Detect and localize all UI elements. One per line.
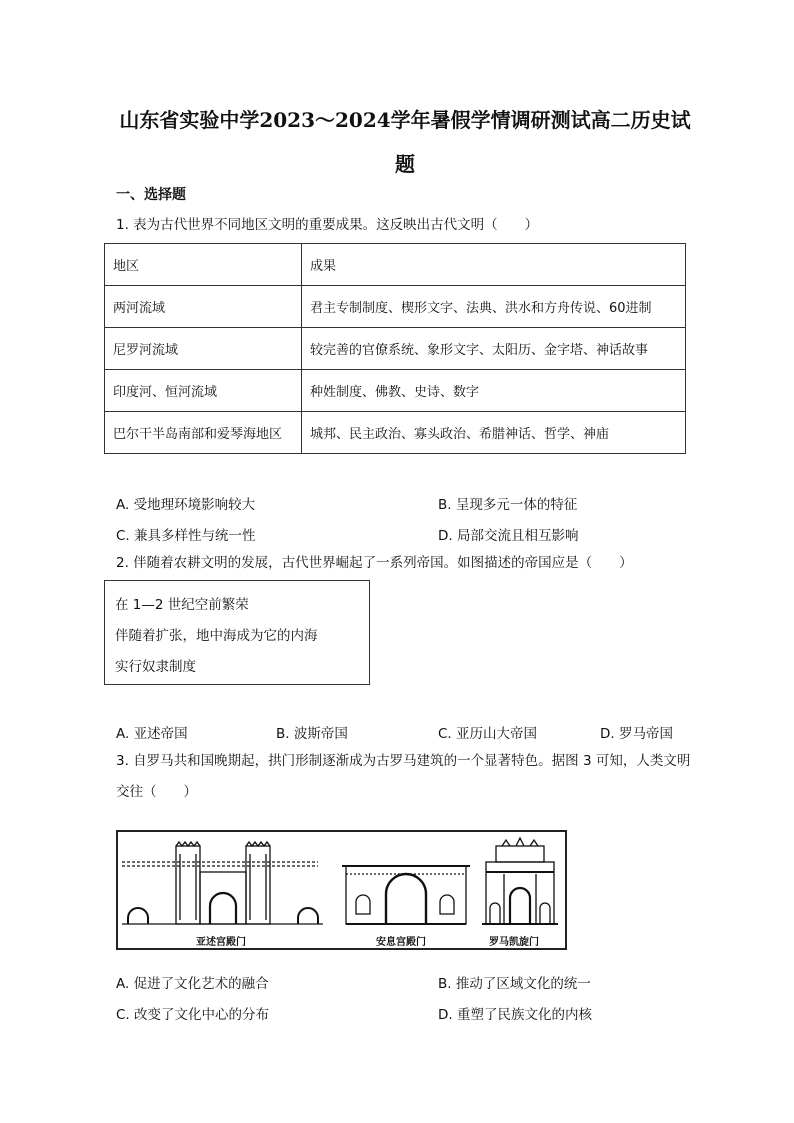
table-row	[105, 328, 686, 370]
q2-box-line: 实行奴隶制度	[115, 659, 196, 675]
table-cell: 巴尔干半岛南部和爱琴海地区	[105, 412, 302, 454]
table-cell: 印度河、恒河流域	[105, 370, 302, 412]
q2-description-box	[104, 580, 370, 685]
q2-box-line: 在 1—2 世纪空前繁荣	[115, 597, 249, 613]
table-cell: 种姓制度、佛教、史诗、数字	[302, 370, 686, 412]
q3-option-b[interactable]: B. 推动了区域文化的统一	[438, 976, 591, 992]
roman-arch-drawing	[482, 838, 558, 924]
q2-option-b[interactable]: B. 波斯帝国	[276, 726, 348, 742]
table-row	[105, 370, 686, 412]
q2-box-line: 伴随着扩张，地中海成为它的内海	[115, 628, 318, 644]
figure-caption: 罗马凯旋门	[489, 937, 539, 948]
figure-caption: 亚述宫殿门	[196, 937, 246, 948]
table-cell: 尼罗河流域	[105, 328, 302, 370]
figure-caption: 安息宫殿门	[376, 937, 426, 948]
table-cell: 两河流域	[105, 286, 302, 328]
table-cell: 较完善的官僚系统、象形文字、太阳历、金字塔、神话故事	[302, 328, 686, 370]
q1-option-d[interactable]: D. 局部交流且相互影响	[438, 528, 579, 544]
assyrian-gate-drawing	[122, 842, 323, 924]
section-heading: 一、选择题	[116, 187, 186, 203]
q1-stem: 1. 表为古代世界不同地区文明的重要成果。这反映出古代文明（ ）	[116, 217, 539, 233]
q1-results-table	[104, 243, 686, 454]
page-title-line2: 题	[395, 152, 415, 176]
table-cell: 君主专制制度、楔形文字、法典、洪水和方舟传说、60进制	[302, 286, 686, 328]
table-header-cell: 地区	[105, 244, 302, 286]
q1-option-b[interactable]: B. 呈现多元一体的特征	[438, 497, 578, 513]
q3-option-c[interactable]: C. 改变了文化中心的分布	[116, 1007, 270, 1023]
table-header-cell: 成果	[302, 244, 686, 286]
table-row	[105, 412, 686, 454]
q2-stem: 2. 伴随着农耕文明的发展，古代世界崛起了一系列帝国。如图描述的帝国应是（ ）	[116, 555, 633, 571]
parthian-gate-drawing	[342, 866, 470, 924]
table-row	[105, 286, 686, 328]
table-header-row	[105, 244, 686, 286]
q3-option-d[interactable]: D. 重塑了民族文化的内核	[438, 1007, 592, 1023]
q3-stem-line2: 交往（ ）	[116, 784, 197, 800]
q2-option-d[interactable]: D. 罗马帝国	[600, 726, 673, 742]
q3-stem-line1: 3. 自罗马共和国晚期起，拱门形制逐渐成为古罗马建筑的一个显著特色。据图 3 可知，人类文明	[116, 753, 691, 769]
table-cell: 城邦、民主政治、寡头政治、希腊神话、哲学、神庙	[302, 412, 686, 454]
page-title	[100, 98, 710, 186]
q2-option-a[interactable]: A. 亚述帝国	[116, 726, 188, 742]
page-title-line1: 山东省实验中学2023～2024学年暑假学情调研测试高二历史试	[119, 108, 691, 132]
q1-option-c[interactable]: C. 兼具多样性与统一性	[116, 528, 256, 544]
q3-gates-figure	[116, 830, 567, 950]
q3-option-a[interactable]: A. 促进了文化艺术的融合	[116, 976, 269, 992]
q2-option-c[interactable]: C. 亚历山大帝国	[438, 726, 538, 742]
q1-option-a[interactable]: A. 受地理环境影响较大	[116, 497, 256, 513]
